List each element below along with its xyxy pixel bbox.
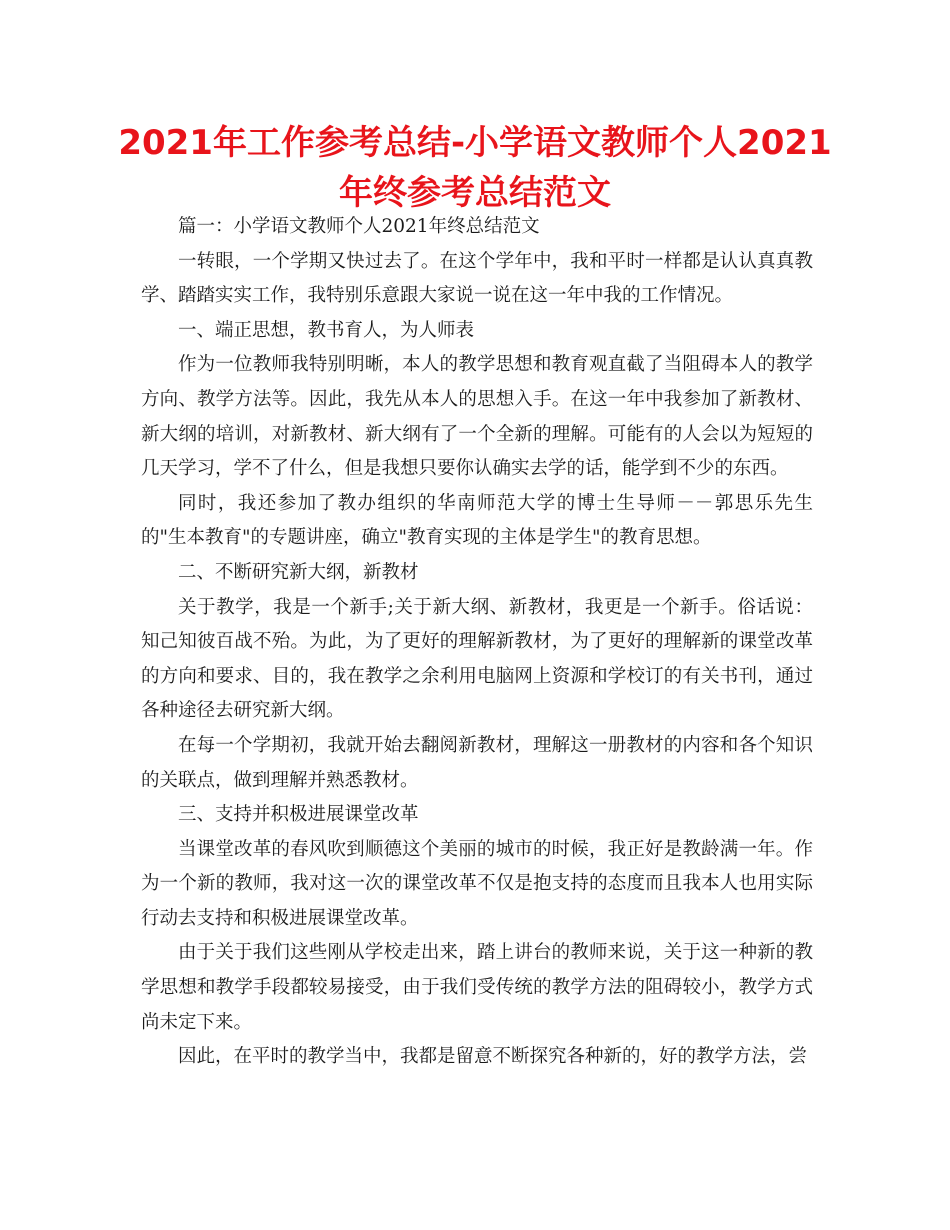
paragraph: 因此，在平时的教学当中，我都是留意不断探究各种新的，好的教学方法，尝 [178, 1046, 808, 1068]
title-line-1: 2021年工作参考总结-小学语文教师个人2021 [118, 123, 832, 163]
paragraph: 在每一个学期初，我就开始去翻阅新教材，理解这一册教材的内容和各个知识的关联点，做到理解并熟悉教材。 [141, 734, 813, 791]
document-body [141, 210, 813, 1075]
section-heading: 二、不断研究新大纲，新教材 [178, 561, 419, 583]
section-heading: 一、端正思想，教书育人，为人师表 [178, 319, 475, 341]
paragraph: 由于关于我们这些刚从学校走出来，踏上讲台的教师来说，关于这一种新的教学思想和教学手段都较易接受，由于我们受传统的教学方法的阻碍较小，教学方式尚未定下来。 [141, 942, 813, 1033]
paragraph: 同时，我还参加了教办组织的华南师范大学的博士生导师－－郭思乐先生的"生本教育"的专题讲座，确立"教育实现的主体是学生"的教育思想。 [141, 492, 813, 549]
paragraph: 关于教学，我是一个新手;关于新大纲、新教材，我更是一个新手。俗话说：知己知彼百战不殆。为此，为了更好的理解新教材，为了更好的理解新的课堂改革的方向和要求、目的，我在教学之余利用电脑网上资源和学校订的有关书刊，通过各种途径去研究新大纲。 [141, 596, 813, 722]
title-line-2: 年终参考总结范文 [339, 173, 611, 213]
section-heading: 三、支持并积极进展课堂改革 [178, 804, 419, 826]
document-title [100, 118, 850, 218]
paragraph: 一转眼，一个学期又快过去了。在这个学年中，我和平时一样都是认认真真教学、踏踏实实工作，我特别乐意跟大家说一说在这一年中我的工作情况。 [141, 250, 813, 307]
paragraph-subtitle: 篇一：小学语文教师个人2021年终总结范文 [178, 216, 540, 237]
paragraph: 作为一位教师我特别明晰，本人的教学思想和教育观直截了当阻碍本人的教学方向、教学方法等。因此，我先从本人的思想入手。在这一年中我参加了新教材、新大纲的培训，对新教材、新大纲有了一个全新的理解。可能有的人会以为短短的几天学习，学不了什么，但是我想只要你认确实去学的话，能学到不少的东西。 [141, 354, 813, 480]
paragraph: 当课堂改革的春风吹到顺德这个美丽的城市的时候，我正好是教龄满一年。作为一个新的教师，我对这一次的课堂改革不仅是抱支持的态度而且我本人也用实际行动去支持和积极进展课堂改革。 [141, 838, 813, 929]
